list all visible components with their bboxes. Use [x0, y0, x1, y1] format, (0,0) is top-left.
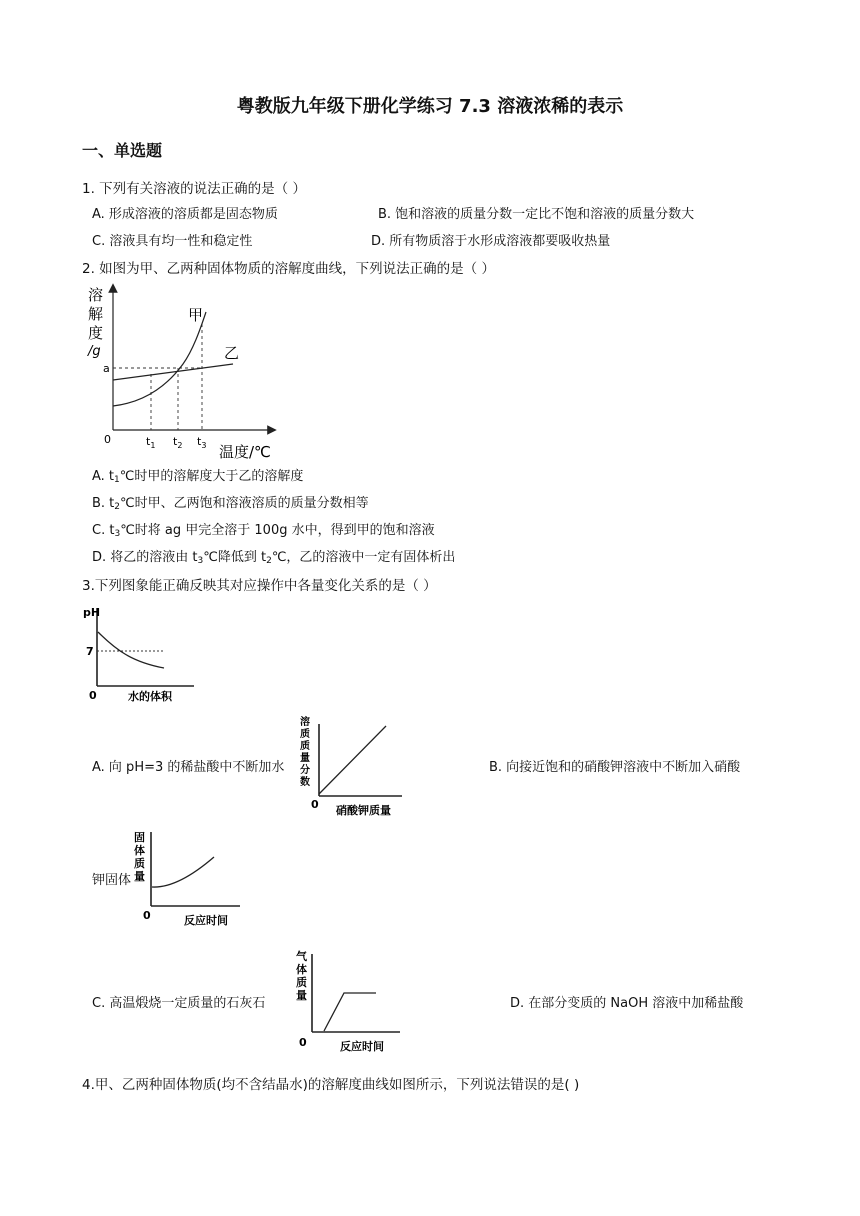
- y-label-3: 度: [88, 324, 104, 342]
- x-label: 硝酸钾质量: [336, 804, 391, 817]
- question-3-option-c: C. 高温煅烧一定质量的石灰石: [92, 996, 266, 1011]
- origin-label: 0: [104, 433, 111, 446]
- x-label: 反应时间: [340, 1040, 384, 1053]
- tick-t3: $t_3$: [197, 435, 207, 450]
- x-label: 反应时间: [184, 914, 228, 927]
- x-label: 水的体积: [128, 690, 172, 703]
- question-3-option-d: D. 在部分变质的 NaOH 溶液中加稀盐酸: [510, 996, 744, 1011]
- tick-t1: $t_1$: [146, 435, 156, 450]
- origin-label: 0: [299, 1036, 307, 1049]
- y-label-4: 量: [134, 870, 145, 883]
- question-4-stem: 4.甲、乙两种固体物质(均不含结晶水)的溶解度曲线如图所示，下列说法错误的是( ): [82, 1077, 580, 1093]
- y-label-2: 体: [134, 844, 145, 857]
- graph-b2-solid-mass: [130, 826, 246, 930]
- question-3-option-b-line1: B. 向接近饱和的硝酸钾溶液中不断加入硝酸: [489, 760, 741, 775]
- origin-label: 0: [89, 689, 97, 702]
- y-label-5: 分: [300, 765, 310, 776]
- curve-jia: [113, 312, 206, 406]
- label-yi: 乙: [224, 344, 240, 362]
- y-label-2: 解: [88, 305, 104, 323]
- y-label-1: 气: [296, 950, 307, 963]
- line-b: [319, 726, 386, 794]
- curve-yi: [113, 364, 233, 380]
- y-label-1: 溶: [88, 286, 104, 304]
- y-label-1: 溶: [300, 717, 310, 728]
- question-3-option-a: A. 向 pH=3 的稀盐酸中不断加水: [92, 760, 285, 775]
- question-1-option-d: D. 所有物质溶于水形成溶液都要吸收热量: [371, 234, 611, 249]
- curve-b2: [152, 857, 214, 887]
- solubility-curve-graph: [78, 278, 278, 462]
- y-label-4: 量: [296, 989, 307, 1002]
- y-label-1: 固: [134, 831, 145, 844]
- question-3-option-b-line2: 钾固体: [92, 873, 132, 888]
- x-label: 温度/℃: [219, 443, 271, 461]
- page-title: 粤教版九年级下册化学练习 7.3 溶液浓稀的表示: [236, 96, 624, 117]
- ph-curve: [98, 632, 164, 668]
- label-7: 7: [86, 645, 94, 658]
- question-1-stem: 1. 下列有关溶液的说法正确的是（ ）: [82, 181, 306, 197]
- question-3-stem: 3.下列图象能正确反映其对应操作中各量变化关系的是（ ）: [82, 578, 437, 594]
- graph-b-mass-fraction: [298, 714, 408, 820]
- y-label-3: 质: [296, 976, 307, 989]
- y-label-2: 质: [300, 729, 310, 740]
- y-label-6: 数: [300, 777, 310, 788]
- question-2-option-a: A. $t_1℃$时甲的溶解度大于乙的溶解度: [92, 469, 304, 485]
- question-2-option-d: D. 将乙的溶液由 $t_3℃$降低到 $t_2℃$，乙的溶液中一定有固体析出: [92, 550, 456, 566]
- question-1-option-c: C. 溶液具有均一性和稳定性: [92, 234, 253, 249]
- y-label-3: 质: [134, 857, 145, 870]
- label-a: a: [103, 362, 110, 375]
- label-jia: 甲: [188, 306, 204, 324]
- tick-t2: $t_2$: [173, 435, 183, 450]
- y-label-4: 量: [300, 753, 310, 764]
- section-heading: 一、单选题: [82, 141, 163, 160]
- question-1-option-a: A. 形成溶液的溶质都是固态物质: [92, 207, 278, 222]
- question-2-option-c: C. $t_3℃$时将 ag 甲完全溶于 100g 水中，得到甲的饱和溶液: [92, 523, 435, 539]
- y-label-4: /g: [88, 344, 101, 359]
- question-2-stem: 2. 如图为甲、乙两种固体物质的溶解度曲线，下列说法正确的是（ ）: [82, 261, 495, 277]
- origin-label: 0: [143, 909, 151, 922]
- y-label-2: 体: [296, 963, 307, 976]
- graph-c-gas-mass: [286, 948, 406, 1054]
- y-label: pH: [83, 606, 101, 619]
- question-2-option-b: B. $t_2℃$时甲、乙两饱和溶液溶质的质量分数相等: [92, 496, 369, 512]
- line-c: [324, 993, 376, 1031]
- y-label-3: 质: [300, 741, 310, 752]
- origin-label: 0: [311, 798, 319, 811]
- question-1-option-b: B. 饱和溶液的质量分数一定比不饱和溶液的质量分数大: [378, 207, 695, 222]
- graph-a-ph: [82, 598, 202, 706]
